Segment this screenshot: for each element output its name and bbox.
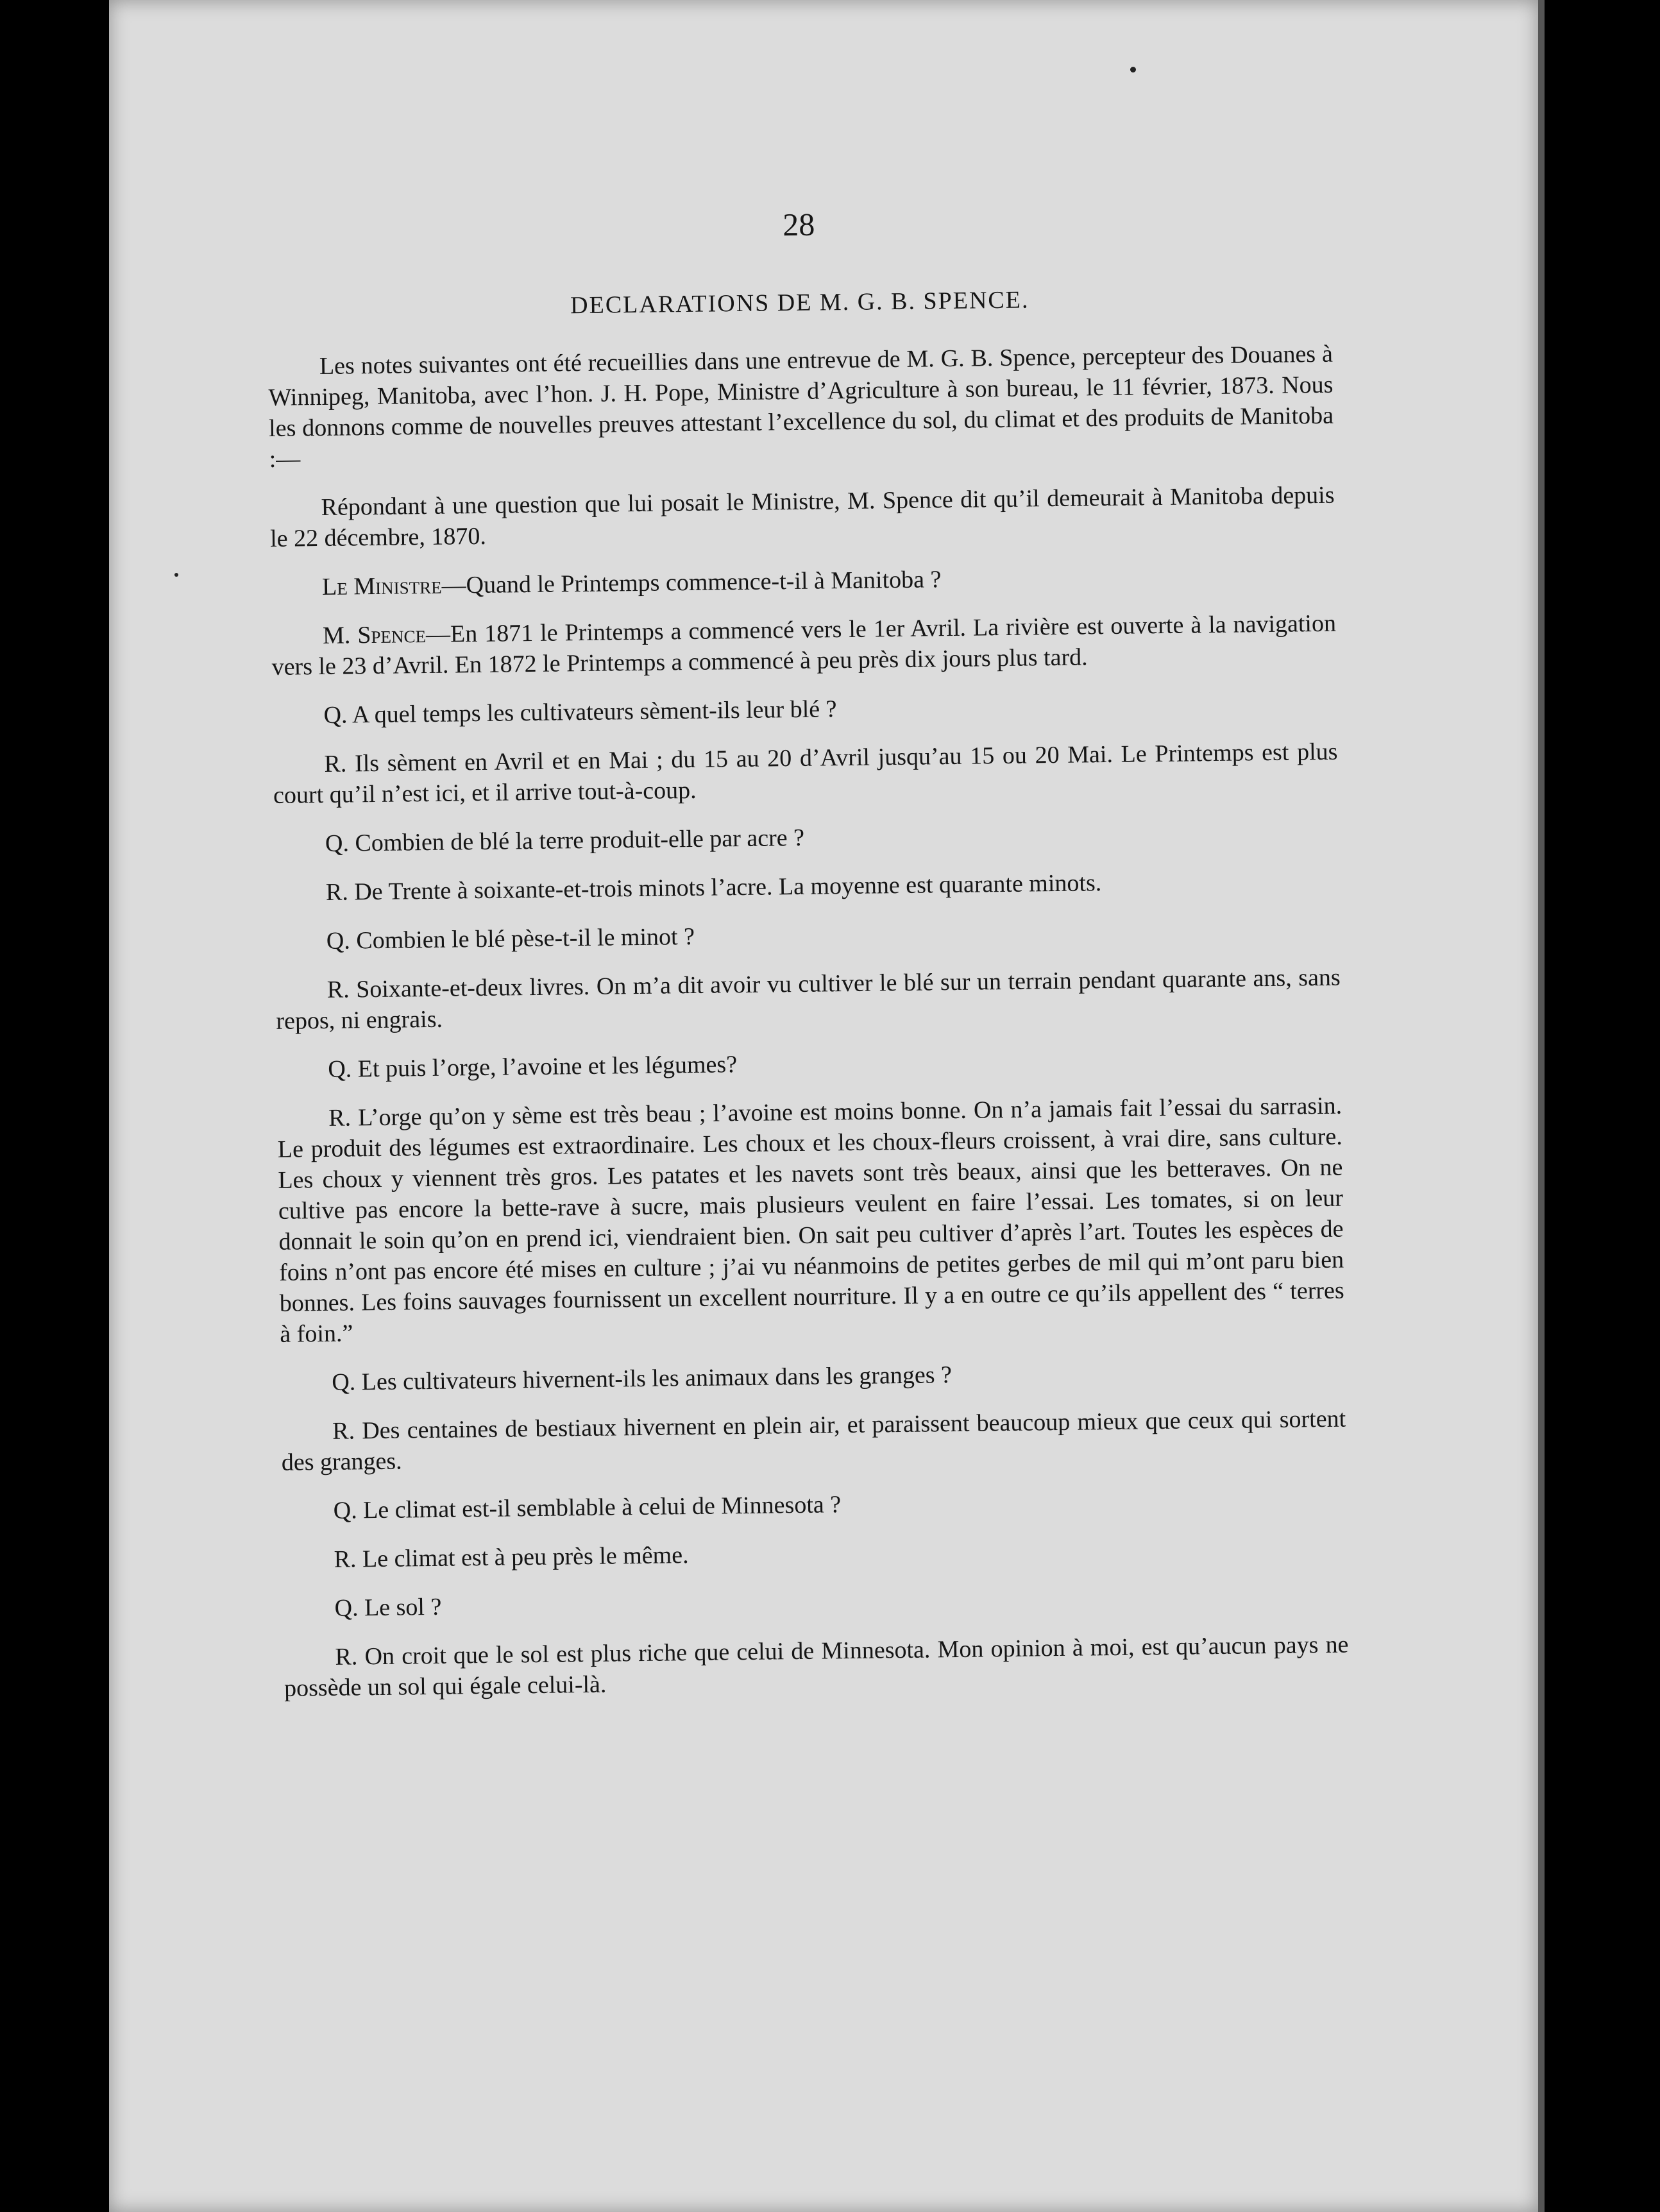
question: Q. Combien de blé la terre produit-elle par acre ?: [325, 824, 805, 857]
answer: R. De Trente à soixante-et-trois minots l’acre. La moyenne est quarante minots.: [325, 869, 1102, 906]
page-edge: [1538, 0, 1545, 2212]
dialogue-paragraph: [271, 608, 1337, 683]
answer: R. Des centaines de bestiaux hivernent en plein air, et paraissent beaucoup mieux que ceux qui sortent des granges.: [281, 1405, 1346, 1476]
document-text: [266, 199, 1350, 1722]
dialogue-text: —En 1871 le Printemps a commencé vers le 1er Avril. La rivière est ouverte à la navigation vers le 23 d’Avril. En 1872 le Printemps a commencé à peu près dix jours plus tard.: [271, 609, 1337, 681]
question: Q. A quel temps les cultivateurs sèment-ils leur blé ?: [323, 695, 837, 729]
speck: [1130, 67, 1136, 72]
answer: R. Soixante-et-deux livres. On m’a dit avoir vu cultiver le blé sur un terrain pendant quarante ans, sans repos, ni engrais.: [276, 964, 1341, 1035]
speaker: Le Ministre: [321, 572, 442, 600]
dialogue-text: —Quand le Printemps commence-t-il à Manitoba ?: [441, 566, 942, 599]
document-title: DECLARATIONS DE M. G. B. SPENCE.: [570, 286, 1029, 319]
speck: [174, 573, 178, 577]
answer: R. Le climat est à peu près le même.: [334, 1542, 689, 1573]
question: Q. Et puis l’orge, l’avoine et les légumes?: [328, 1051, 738, 1083]
page-number: 28: [782, 206, 815, 243]
question: Q. Les cultivateurs hivernent-ils les animaux dans les granges ?: [332, 1361, 953, 1396]
answer: R. Ils sèment en Avril et en Mai ; du 15 au 20 d’Avril jusqu’au 15 ou 20 Mai. Le Printemps est plus court qu’il n’est ici, et il arrive tout-à-coup.: [273, 738, 1338, 809]
speaker: M. Spence: [322, 621, 427, 649]
dialogue-paragraph: [271, 559, 1335, 603]
answer: R. L’orge qu’on y sème est très beau ; l’avoine est moins bonne. On n’a jamais fait l’essai du sarrasin. Le produit des légumes est extraordinaire. Les choux et les choux-fleurs croissent, à vrai dire, sans culture. Les choux y viennent très gros. Les patates et les navets sont très beaux, ainsi que les betteraves. On ne cultive pas encore la bette-rave à sucre, mais plusieurs veulent en faire l’essai. Les tomates, si on leur donnait le soin qu’on en prend ici, viendraient bien. On sait peu cultiver d’après l’art. Toutes les espèces de foins n’ont pas encore été mises en culture ; j’ai vu néanmoins de petites gerbes de mil qui m’ont paru bien bonnes. Les foins sauvages fournissent un excellent nourriture. Il y a en outre ce qu’ils appellent des “ terres à foin.”: [277, 1092, 1344, 1348]
paragraph: Répondant à une question que lui posait le Ministre, M. Spence dit qu’il demeurait à Manitoba depuis le 22 décembre, 1870.: [269, 481, 1335, 552]
intro-paragraph: Les notes suivantes ont été recueillies dans une entrevue de M. G. B. Spence, percepteur des Douanes à Winnipeg, Manitoba, avec l’hon. J. H. Pope, Ministre d’Agriculture à son bureau, le 11 février, 1873. Nous les donnons comme de nouvelles preuves attestant l’excellence du sol, du climat et des produits de Manitoba :—: [268, 340, 1334, 473]
question: Q. Combien le blé pèse-t-il le minot ?: [326, 923, 695, 955]
question: Q. Le climat est-il semblable à celui de Minnesota ?: [333, 1491, 842, 1524]
question: Q. Le sol ?: [334, 1593, 442, 1622]
answer: R. On croit que le sol est plus riche que celui de Minnesota. Mon opinion à moi, est qu’aucun pays ne possède un sol qui égale celui-là.: [284, 1631, 1349, 1702]
